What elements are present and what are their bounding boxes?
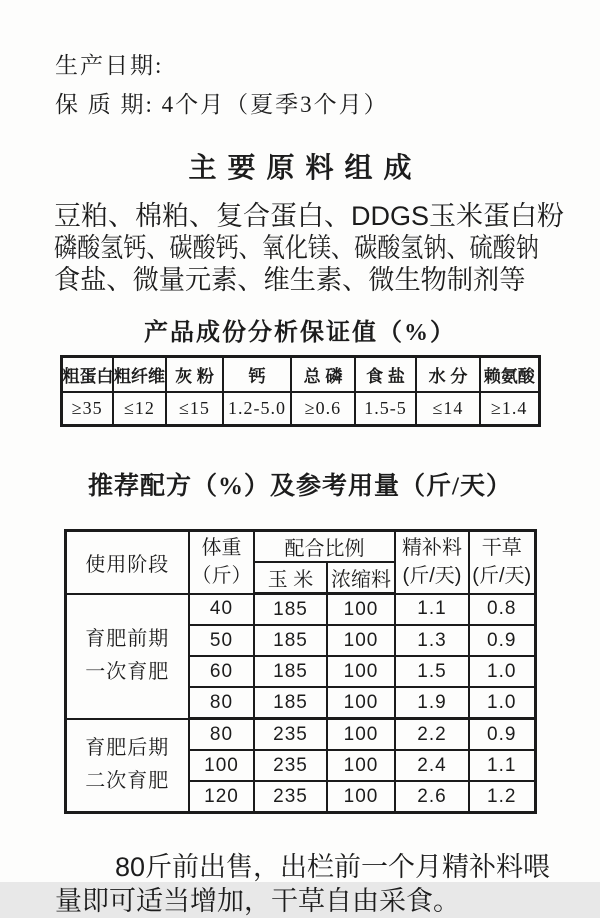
formula-header-hay-label: 干草 bbox=[481, 537, 522, 560]
supplement-cell: 1.9 bbox=[395, 687, 469, 719]
footer-line-1: 80斤前出售，出栏前一个月精补料喂 bbox=[115, 852, 551, 882]
formula-header-row-1 bbox=[65, 531, 535, 563]
analysis-header-row bbox=[61, 357, 539, 393]
formula-header-concentrate: 浓缩料 bbox=[327, 562, 395, 594]
formula-header-supplement bbox=[395, 531, 469, 594]
formula-table bbox=[64, 529, 537, 814]
weight-cell: 120 bbox=[189, 781, 254, 813]
corn-cell: 185 bbox=[254, 625, 327, 656]
formula-header-hay bbox=[469, 531, 535, 594]
shelf-life-line: 保 质 期: 4个月（夏季3个月） bbox=[55, 92, 389, 117]
analysis-value-crude-fiber: ≤12 bbox=[113, 392, 166, 426]
supplement-cell: 1.5 bbox=[395, 656, 469, 687]
weight-cell: 80 bbox=[189, 719, 254, 751]
analysis-value-crude-protein: ≥35 bbox=[61, 392, 113, 426]
analysis-header-lysine: 赖氨酸 bbox=[480, 357, 539, 393]
formula-row bbox=[65, 719, 535, 751]
supplement-cell: 2.2 bbox=[395, 719, 469, 751]
analysis-header-phosphorus: 总 磷 bbox=[291, 357, 355, 393]
stage-line: 二次育肥 bbox=[85, 770, 170, 793]
analysis-header-crude-protein: 粗蛋白 bbox=[61, 357, 113, 393]
formula-header-hay-unit: (斤/天) bbox=[472, 565, 532, 588]
ingredients-line-2: 磷酸氢钙、碳酸钙、氧化镁、碳酸氢钠、硫酸钠 bbox=[54, 233, 539, 263]
corn-cell: 185 bbox=[254, 687, 327, 719]
concentrate-cell: 100 bbox=[327, 656, 395, 687]
supplement-cell: 2.6 bbox=[395, 781, 469, 813]
analysis-header-calcium: 钙 bbox=[223, 357, 291, 393]
concentrate-cell: 100 bbox=[327, 625, 395, 656]
analysis-header-salt: 食 盐 bbox=[355, 357, 416, 393]
hay-cell: 0.8 bbox=[469, 594, 535, 626]
formula-header-mix-ratio: 配合比例 bbox=[254, 531, 395, 563]
stage-line: 育肥后期 bbox=[85, 737, 170, 760]
formula-header-supplement-label: 精补料 bbox=[402, 537, 462, 560]
weight-cell: 80 bbox=[189, 687, 254, 719]
concentrate-cell: 100 bbox=[327, 750, 395, 781]
production-date-line: 生产日期: bbox=[55, 53, 164, 78]
formula-row bbox=[65, 594, 535, 626]
footer-note bbox=[55, 850, 552, 918]
supplement-cell: 1.3 bbox=[395, 625, 469, 656]
formula-header-weight bbox=[189, 531, 254, 594]
analysis-header-moisture: 水 分 bbox=[416, 357, 480, 393]
supplement-cell: 1.1 bbox=[395, 594, 469, 626]
corn-cell: 185 bbox=[254, 656, 327, 687]
weight-cell: 100 bbox=[189, 750, 254, 781]
analysis-header-ash: 灰 粉 bbox=[166, 357, 223, 393]
analysis-value-lysine: ≥1.4 bbox=[480, 392, 539, 426]
analysis-value-row bbox=[61, 392, 539, 426]
formula-header-corn: 玉 米 bbox=[254, 562, 327, 594]
hay-cell: 1.1 bbox=[469, 750, 535, 781]
formula-stage-early bbox=[65, 594, 189, 719]
analysis-value-calcium: 1.2-5.0 bbox=[223, 392, 291, 426]
formula-header-stage: 使用阶段 bbox=[65, 531, 189, 594]
analysis-title: 产品成份分析保证值（%） bbox=[144, 320, 456, 346]
weight-cell: 60 bbox=[189, 656, 254, 687]
formula-stage-late bbox=[65, 719, 189, 813]
formula-header-weight-label: 体重 bbox=[201, 537, 242, 560]
concentrate-cell: 100 bbox=[327, 781, 395, 813]
stage-line: 一次育肥 bbox=[85, 661, 170, 683]
corn-cell: 235 bbox=[254, 750, 327, 781]
ingredients-text bbox=[54, 200, 600, 296]
formula-header-supplement-unit: (斤/天) bbox=[402, 565, 462, 588]
hay-cell: 0.9 bbox=[469, 625, 535, 656]
hay-cell: 1.0 bbox=[469, 687, 535, 719]
concentrate-cell: 100 bbox=[327, 719, 395, 751]
hay-cell: 1.0 bbox=[469, 656, 535, 687]
concentrate-cell: 100 bbox=[327, 687, 395, 719]
header-lines bbox=[0, 0, 600, 119]
ingredients-line-3: 食盐、微量元素、维生素、微生物制剂等 bbox=[54, 265, 526, 295]
hay-cell: 0.9 bbox=[469, 719, 535, 751]
analysis-header-crude-fiber: 粗纤维 bbox=[113, 357, 166, 393]
analysis-value-ash: ≤15 bbox=[166, 392, 223, 426]
formula-header-weight-unit: （斤） bbox=[191, 565, 252, 588]
footer-line-2: 量即可适当增加，干草自由采食。 bbox=[55, 886, 460, 916]
supplement-cell: 2.4 bbox=[395, 750, 469, 781]
hay-cell: 1.2 bbox=[469, 781, 535, 813]
stage-line: 育肥前期 bbox=[85, 628, 170, 650]
corn-cell: 235 bbox=[254, 719, 327, 751]
analysis-value-phosphorus: ≥0.6 bbox=[291, 392, 355, 426]
corn-cell: 185 bbox=[254, 594, 327, 626]
formula-title: 推荐配方（%）及参考用量（斤/天） bbox=[88, 473, 512, 500]
corn-cell: 235 bbox=[254, 781, 327, 813]
analysis-value-moisture: ≤14 bbox=[416, 392, 480, 426]
ingredients-title: 主要原料组成 bbox=[188, 152, 423, 183]
analysis-value-salt: 1.5-5 bbox=[355, 392, 416, 426]
weight-cell: 40 bbox=[189, 594, 254, 626]
analysis-table bbox=[60, 355, 541, 427]
ingredients-line-1: 豆粕、棉粕、复合蛋白、DDGS玉米蛋白粉 bbox=[54, 201, 565, 231]
concentrate-cell: 100 bbox=[327, 594, 395, 626]
weight-cell: 50 bbox=[189, 625, 254, 656]
